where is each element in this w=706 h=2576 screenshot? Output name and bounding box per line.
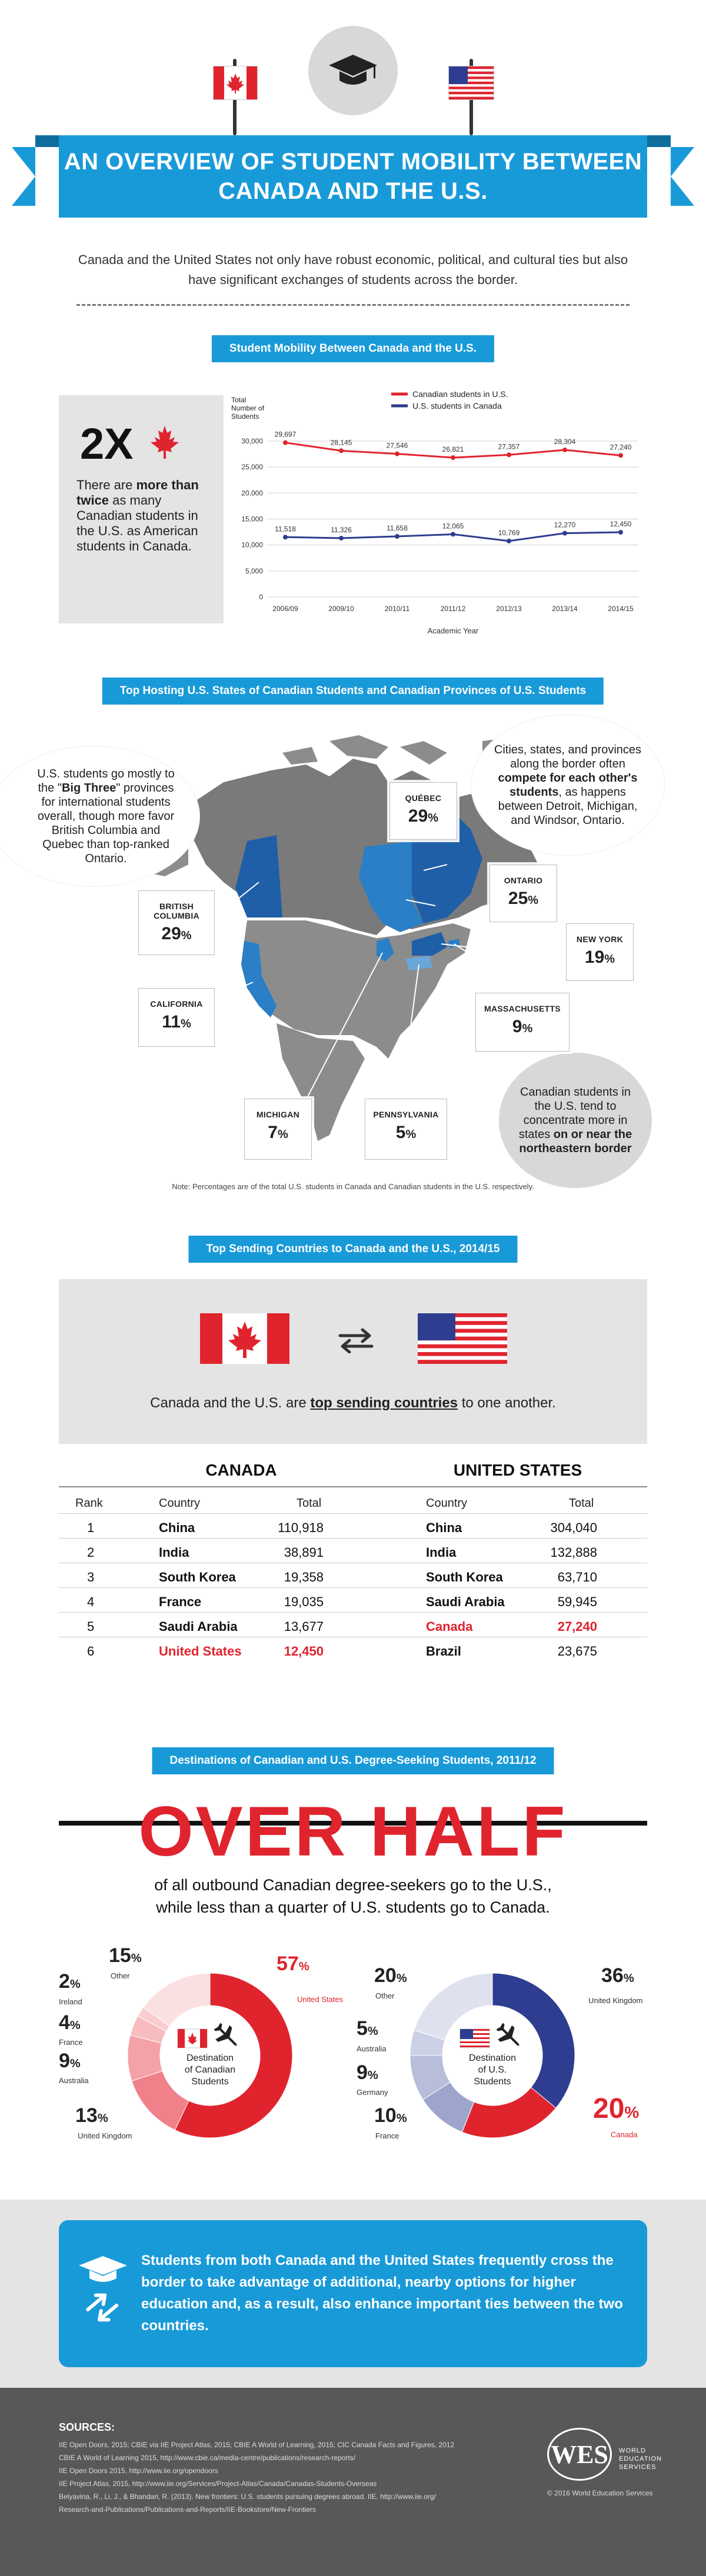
data-label: 27,240 [610,443,632,452]
ca-label-other: Other [111,1971,130,1980]
stat-british-columbia: BRITISH COLUMBIA 29% [138,890,215,955]
us-country-cell: South Korea [426,1570,503,1584]
us-total-cell: 132,888 [550,1545,597,1560]
data-label: 12,270 [554,520,576,529]
y-tick-label: 10,000 [241,540,263,549]
us-plane-icon [454,2023,531,2050]
canada-country-cell: United States [159,1644,242,1659]
ca-pct-uk: 13% [75,2104,108,2127]
bubble-border-competition: Cities, states, and provinces along the border often compete for each other's students, as happens between Detroit, Michigan, and Windsor, Ontario. [471,715,665,856]
banner-ribbon-left [12,147,35,206]
data-point [562,531,567,536]
data-point [618,530,623,535]
us-label-france: France [375,2131,399,2140]
table-row-rule [59,1587,647,1588]
copyright: © 2016 World Education Services [547,2489,653,2497]
two-x-value: 2X [80,419,134,468]
data-label: 11,518 [275,525,296,533]
canada-country-cell: France [159,1594,202,1609]
legend-label: Canadian students in U.S. [412,389,508,399]
closing-text: Students from both Canada and the United States frequently cross the border to take advantage of additional, nearby options for higher education and, as a result, also enhance important ties between the two countries. [141,2253,623,2334]
x-tick-label: 2009/10 [328,605,354,613]
banner-fold-left [35,135,59,147]
data-point [395,534,399,539]
us-donut-center: Destination of U.S. Students [448,2023,537,2088]
divider [76,304,630,306]
x-tick-label: 2014/15 [608,605,634,613]
canada-table-heading: CANADA [205,1461,277,1479]
exchange-arrows-icon [337,1327,375,1353]
us-flag-icon [418,1313,507,1364]
ca-label-france: France [59,2038,83,2047]
table-top-rule [59,1486,647,1487]
section-title-sending: Top Sending Countries to Canada and the U.S., 2014/15 [188,1236,517,1263]
stat-massachusetts: MASSACHUSETTS 9% [475,993,570,1052]
source-line: IIE Project Atlas, 2015, http://www.iie.org/Services/Project-Atlas/Canada/Canadas-Students-Overseas [59,2480,377,2488]
canada-country-cell: China [159,1520,195,1535]
us-total-cell: 59,945 [557,1594,597,1609]
us-total-cell: 27,240 [557,1619,597,1634]
over-half-heading: OVER HALF [138,1792,568,1871]
canada-plane-icon [172,2023,248,2050]
us-pct-uk: 36% [601,1964,634,1987]
table-row-rule [59,1513,647,1514]
y-tick-label: 30,000 [241,437,263,445]
data-label: 28,304 [554,437,576,446]
us-pct-germany: 9% [357,2061,378,2084]
us-label-germany: Germany [357,2088,388,2097]
x-tick-label: 2011/12 [440,605,466,613]
banner-fold-right [647,135,671,147]
map-note: Note: Percentages are of the total U.S. students in Canada and Canadian students in the U.S. respectively. [172,1182,534,1191]
data-point [283,441,288,445]
bubble-northeast: Canadian students in the U.S. tend to concentrate more in states on or near the northeastern border [499,1053,652,1188]
wes-logo-subtitle: WORLD EDUCATION SERVICES [619,2447,662,2471]
ca-label-ireland: Ireland [59,1997,82,2006]
data-point [507,539,511,543]
sources-title: SOURCES: [59,2421,115,2433]
ca-pct-us: 57% [277,1953,309,1975]
canada-country-cell: India [159,1545,189,1560]
canada-total-cell: 38,891 [284,1545,324,1560]
canadian-donut-center: Destination of Canadian Students [166,2023,254,2088]
canada-flag-icon [213,66,258,100]
source-line: Belyavina, R., Li, J., & Bhandari, R. (2013). New frontiers: U.S. students pursuing degrees abroad. IIE. http://www.iie.org/ [59,2492,436,2501]
rank-cell: 3 [87,1570,95,1584]
wes-logo[interactable]: WES [547,2428,612,2481]
mobility-line-chart [227,388,650,641]
y-tick-label: 0 [259,593,263,601]
us-country-cell: Brazil [426,1644,461,1659]
ca-label-uk: United Kingdom [78,2131,132,2140]
canada-country-cell: Saudi Arabia [159,1619,238,1634]
source-line: Research-and-Publications/Publications-and-Reports/IIE-Bookstore/New-Frontiers [59,2505,316,2514]
source-line: IIE Open Doors 2015, http://www.iie.org/opendoors [59,2467,218,2475]
table-row-rule [59,1538,647,1539]
intro-text: Canada and the United States not only have robust economic, political, and cultural ties but also have significant exchanges of students across the border. [78,252,628,287]
data-point [339,448,344,453]
page-title: AN OVERVIEW OF STUDENT MOBILITY BETWEEN CANADA AND THE U.S. [59,135,647,218]
stat-pennsylvania: PENNSYLVANIA 5% [365,1099,447,1160]
us-flag-icon [448,66,494,100]
x-tick-label: 2006/09 [272,605,298,613]
data-label: 12,065 [442,522,464,530]
us-label-canada: Canada [611,2130,638,2139]
legend-label: U.S. students in Canada [412,401,502,411]
us-pct-canada: 20% [593,2093,640,2124]
banner-ribbon-right [671,147,694,206]
us-label-australia: Australia [357,2044,387,2053]
us-pct-other: 20% [374,1964,407,1987]
ca-pct-ireland: 2% [59,1970,81,1993]
data-label: 12,450 [610,520,632,529]
maple-leaf-icon [147,425,182,460]
data-label: 11,326 [331,525,352,534]
data-label: 27,357 [498,442,520,451]
rank-cell: 2 [87,1545,95,1560]
rank-cell: 5 [87,1619,95,1634]
us-country-cell: Canada [426,1619,473,1634]
data-point [395,452,399,456]
y-tick-label: 25,000 [241,463,263,472]
y-tick-label: 5,000 [245,566,263,575]
data-label: 29,697 [274,430,297,439]
x-axis-label: Academic Year [427,626,479,635]
us-country-cell: India [426,1545,457,1560]
data-label: 11,658 [387,524,408,533]
stat-quebec: QUÉBEC 29% [389,782,457,840]
us-total-cell: 304,040 [550,1520,597,1535]
graduation-cap-icon [308,26,398,115]
bubble-big-three: U.S. students go mostly to the "Big Three" provinces for international students overall, though more favor British Columbia and Quebec than top-ranked Ontario. [0,746,200,887]
y-tick-label: 15,000 [241,515,263,523]
data-point [618,453,623,458]
data-point [507,452,511,457]
over-half-subtext: of all outbound Canadian degree-seekers go to the U.S., while less than a quarter of U.S. students go to Canada. [154,1876,552,1916]
canada-total-cell: 12,450 [284,1644,324,1659]
us-table-heading: UNITED STATES [453,1461,582,1479]
section-title-hosting: Top Hosting U.S. States of Canadian Students and Canadian Provinces of U.S. Students [102,678,604,705]
canada-islands [282,735,447,765]
canada-total-cell: 19,035 [284,1594,324,1609]
col-total-canada: Total [297,1497,322,1510]
col-country-canada: Country [159,1497,201,1510]
section-title-mobility: Student Mobility Between Canada and the U.S. [212,335,494,362]
stat-ontario: ONTARIO 25% [489,865,557,922]
canada-country-cell: South Korea [159,1570,236,1584]
ca-pct-france: 4% [59,2011,81,2034]
rank-cell: 6 [87,1644,95,1659]
two-x-stat-card [59,395,224,623]
y-tick-label: 20,000 [241,489,263,498]
us-country-cell: China [426,1520,462,1535]
data-label: 26,821 [442,445,464,454]
col-country-us: Country [426,1497,468,1510]
source-line: CBIE A World of Learning 2015, http://www.cbie.ca/media-centre/publications/research-reports/ [59,2454,356,2462]
us-pct-france: 10% [374,2104,407,2127]
x-tick-label: 2013/14 [552,605,578,613]
us-pct-australia: 5% [357,2017,378,2040]
data-point [339,536,344,540]
table-row-rule [59,1612,647,1613]
cap-exchange-icon [76,2253,129,2329]
ca-pct-other: 15% [109,1944,142,1967]
rank-cell: 4 [87,1594,95,1609]
us-total-cell: 63,710 [557,1570,597,1584]
x-tick-label: 2010/11 [384,605,410,613]
data-point [451,455,455,460]
data-point [562,448,567,452]
col-rank: Rank [75,1497,103,1510]
section-title-destinations: Destinations of Canadian and U.S. Degree-Seeking Students, 2011/12 [152,1747,554,1774]
data-label: 27,546 [386,441,408,450]
stat-california: CALIFORNIA 11% [138,988,215,1047]
canada-total-cell: 19,358 [284,1570,324,1584]
ca-label-australia: Australia [59,2076,89,2085]
x-tick-label: 2012/13 [496,605,522,613]
rank-cell: 1 [87,1520,95,1535]
y-axis-label: Total Number of Students [231,396,265,421]
us-total-cell: 23,675 [557,1644,597,1659]
us-label-other: Other [375,1991,395,2000]
ca-label-us: United States [297,1995,344,2004]
us-country-cell: Saudi Arabia [426,1594,505,1609]
canada-total-cell: 110,918 [278,1520,324,1535]
sending-card [59,1279,647,1444]
us-label-uk: United Kingdom [588,1996,643,2005]
canada-total-cell: 13,677 [284,1619,324,1634]
two-x-description: There are more than twice as many Canadian students in the U.S. as American students in Canada. [76,478,199,553]
source-line: IIE Open Doors, 2015; CBIE via IIE Project Atlas, 2015; CBIE A World of Learning, 2015; CIC Canada Facts and Figures, 2012 [59,2441,455,2449]
ca-pct-australia: 9% [59,2050,81,2072]
canada-flag-icon [200,1313,289,1364]
data-point [451,532,455,536]
stat-michigan: MICHIGAN 7% [244,1099,312,1160]
data-label: 10,769 [498,528,520,537]
sending-text: Canada and the U.S. are top sending countries to one another. [150,1395,556,1411]
stat-new-york: NEW YORK 19% [566,923,634,981]
data-point [283,535,288,539]
col-total-us: Total [569,1497,594,1510]
data-label: 28,145 [330,438,352,447]
